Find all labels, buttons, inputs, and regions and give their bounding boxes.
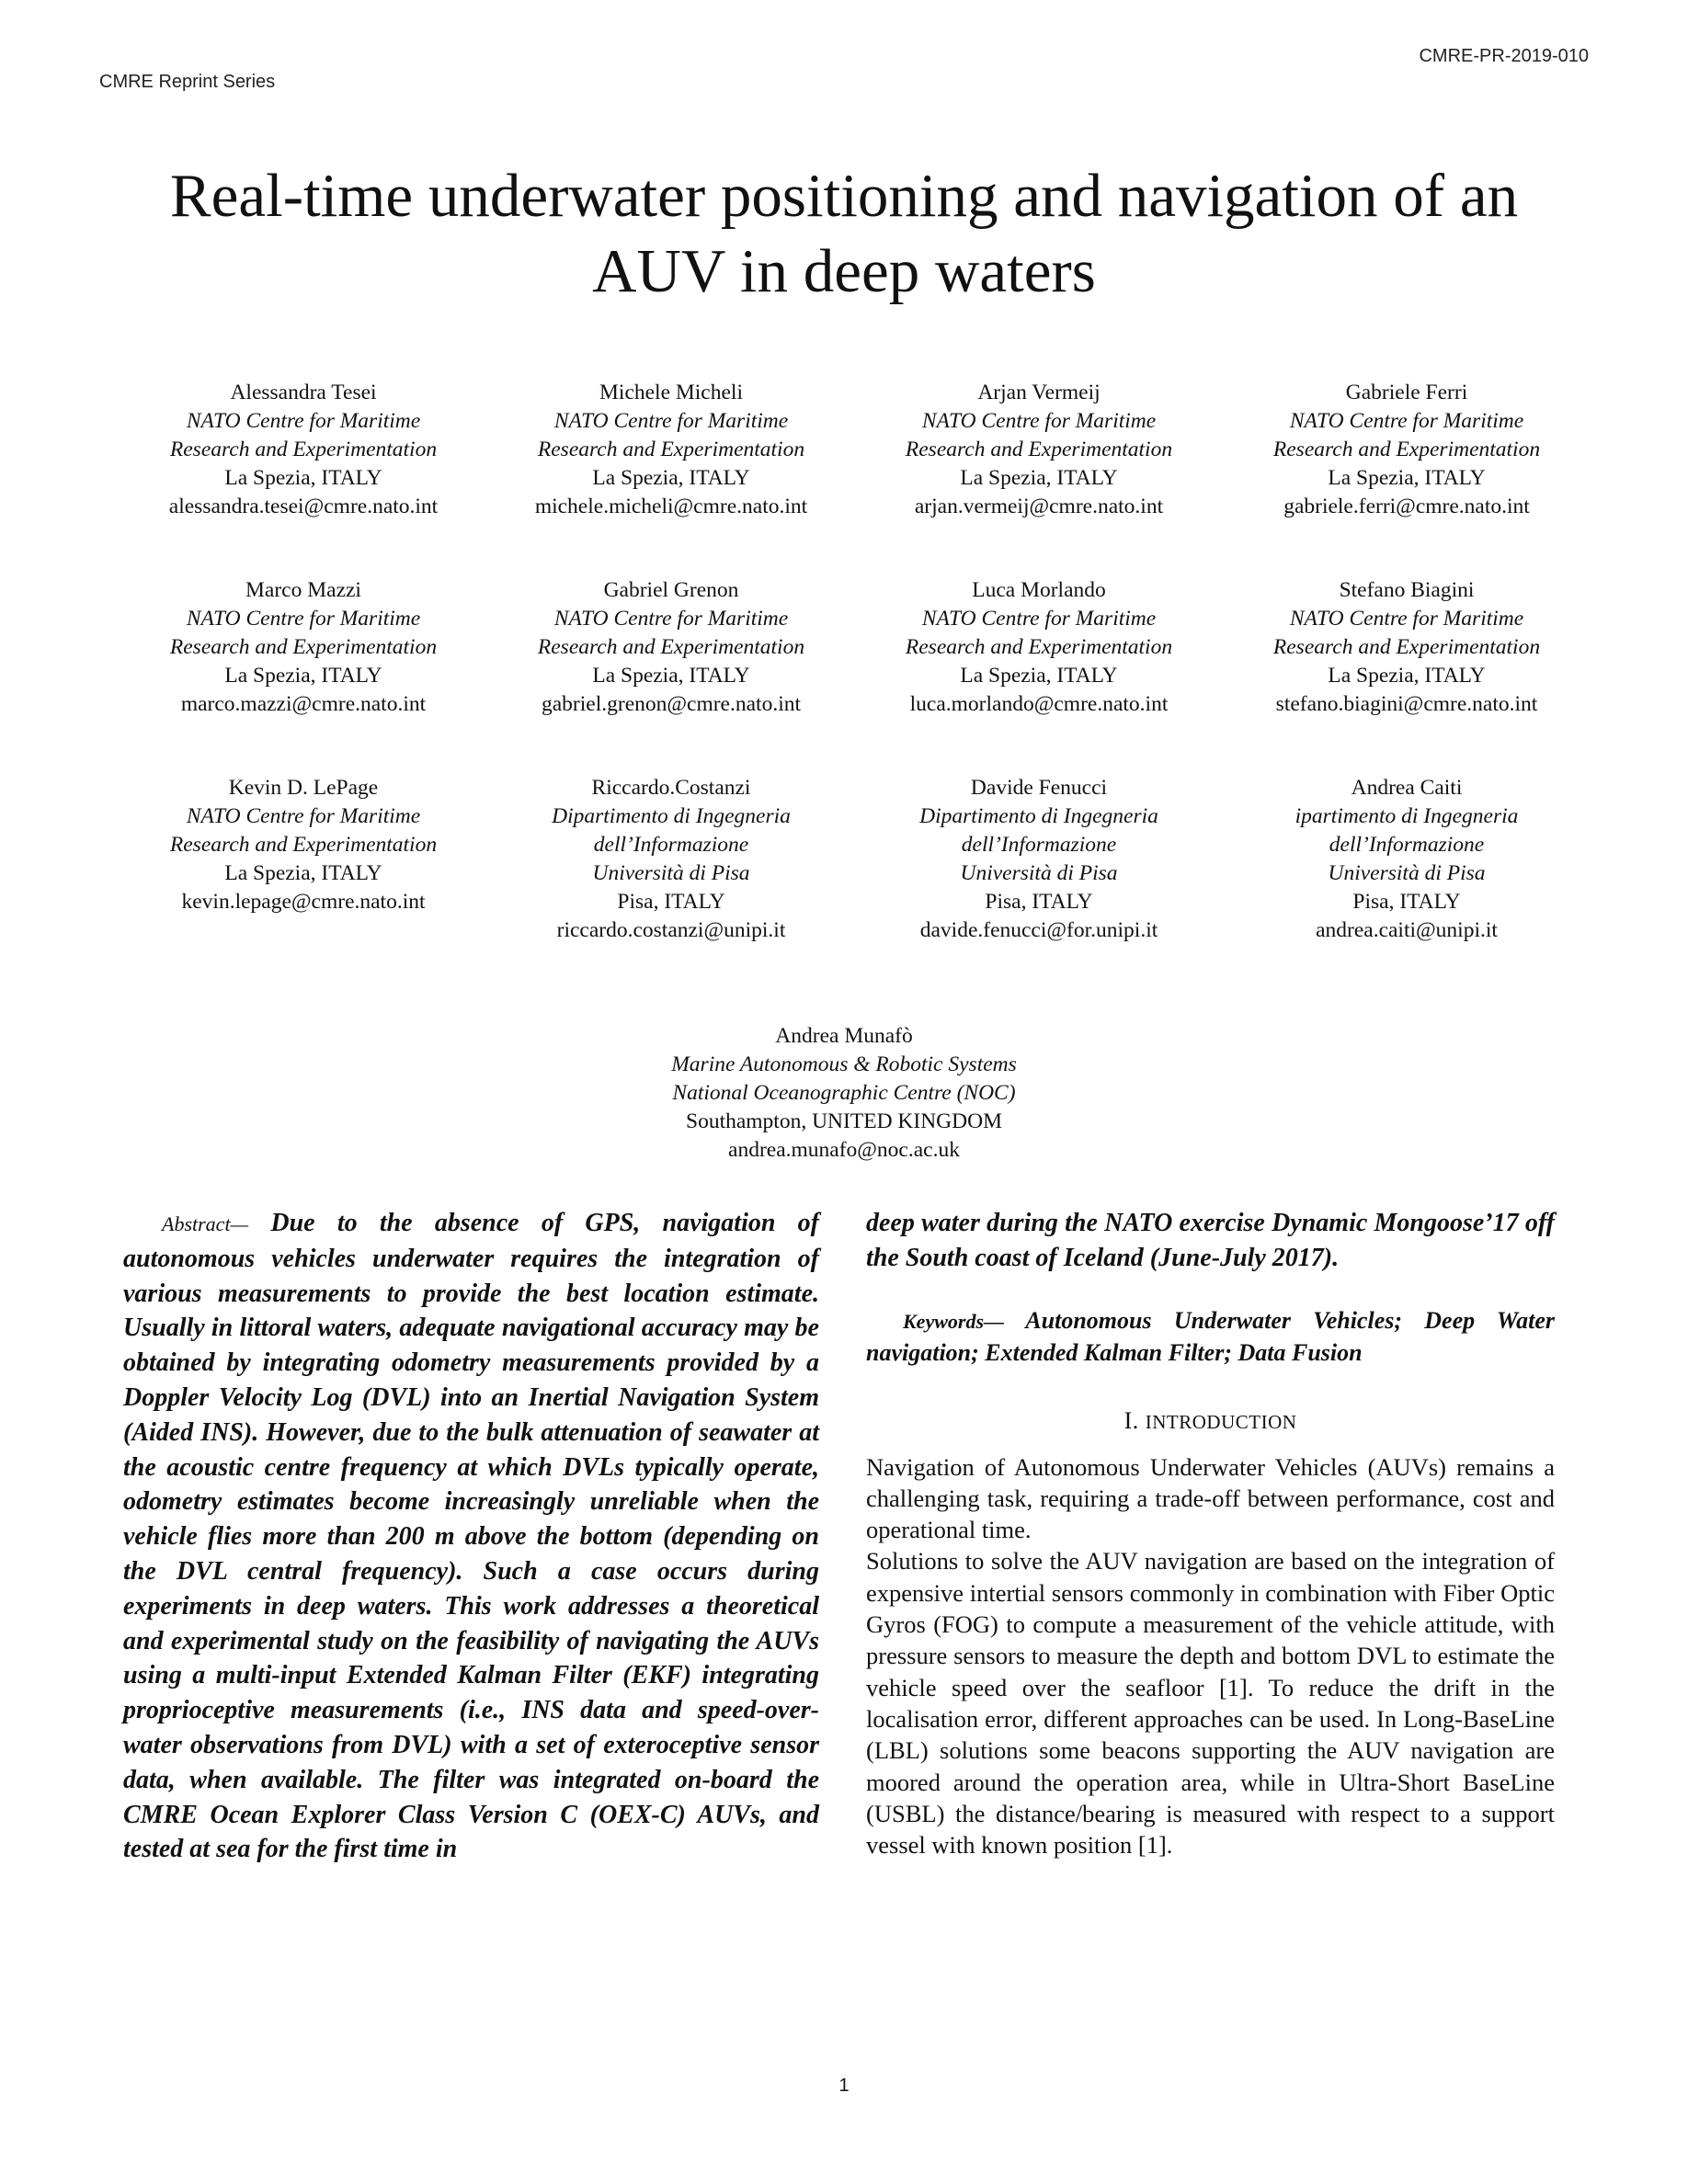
author-affiliation: ipartimento di Ingegneria (1295, 804, 1519, 828)
author-row (120, 576, 1591, 719)
author-email: stefano.biagini@cmre.nato.int (1275, 692, 1538, 716)
author-email: gabriele.ferri@cmre.nato.int (1283, 495, 1530, 518)
author-email: arjan.vermeij@cmre.nato.int (914, 495, 1164, 518)
author-affiliation: Università di Pisa (960, 861, 1118, 885)
author-name: Andrea Munafò (775, 1024, 913, 1048)
author-name: Davide Fenucci (970, 776, 1108, 800)
keywords (866, 1305, 1555, 1369)
author-affiliation: dell’Informazione (961, 833, 1117, 857)
author-grid (120, 379, 1591, 1000)
abstract-text-part-1: Due to the absence of GPS, navigation of autonomous vehicles underwater requires the integration of various measurements to provide the best location estimate. Usually in littoral waters, adequate navigational accuracy may be obtained by integrating odometry measurements provided by a Doppler Velocity Log (DVL) into an Inertial Navigation System (Aided INS). However, due to the bulk attenuation of seawater at the acoustic centre frequency at which DVLs typically operate, odometry estimates become increasingly unreliable when the vehicle flies more than 200 m above the bottom (depending on the DVL central frequency). Such a case occurs during experiments in deep waters. This work addresses a theoretical and experimental study on the feasibility of navigating the AUVs using a multi-input Extended Kalman Filter (EKF) integrating proprioceptive measurements (i.e., INS data and speed-over-water observations from DVL) with a set of exteroceptive sensor data, when available. The filter was integrated on-board the CMRE Ocean Explorer Class Version C (OEX-C) AUVs, and tested at sea for the first time in (123, 1209, 819, 1864)
author-affiliation: Research and Experimentation (537, 438, 805, 461)
author-name: Gabriele Ferri (1345, 381, 1468, 404)
abstract-continued (866, 1206, 1555, 1276)
section-number: I. (1123, 1406, 1139, 1434)
author-affiliation: NATO Centre for Maritime (921, 607, 1157, 631)
author-row (120, 774, 1591, 945)
author-location: La Spezia, ITALY (960, 466, 1118, 490)
author-affiliation: NATO Centre for Maritime (186, 804, 421, 828)
section-heading (866, 1407, 1555, 1435)
author-location: Pisa, ITALY (985, 890, 1093, 914)
author-email: michele.micheli@cmre.nato.int (534, 495, 808, 518)
keywords-text: Autonomous Underwater Vehicles; Deep Water navigation; Extended Kalman Filter; Data Fusion (866, 1306, 1555, 1366)
author-email: andrea.munafo@noc.ac.uk (728, 1138, 960, 1162)
paper-title: Real-time underwater positioning and navigation of an AUV in deep waters (169, 162, 1519, 305)
author-affiliation: NATO Centre for Maritime (186, 409, 421, 433)
author-affiliation: Università di Pisa (1328, 861, 1486, 885)
abstract-label: Abstract— (162, 1212, 249, 1235)
author-location: Southampton, UNITED KINGDOM (686, 1109, 1002, 1133)
author-affiliation: Research and Experimentation (537, 635, 805, 659)
author-location: Pisa, ITALY (617, 890, 725, 914)
abstract-text-part-2: deep water during the NATO exercise Dynamic Mongoose’17 off the South coast of Iceland (June-July 2017). (866, 1209, 1555, 1272)
author-affiliation: NATO Centre for Maritime (921, 409, 1157, 433)
paragraph: Solutions to solve the AUV navigation are based on the integration of expensive intertial sensors commonly in combination with Fiber Optic Gyros (FOG) to compute a measurement of the vehicle attitude, with pressure sensors to measure the depth and bottom DVL to estimate the vehicle speed over the seafloor [1]. To reduce the drift in the localisation error, different approaches can be used. In Long-BaseLine (LBL) solutions some beacons supporting the AUV navigation are moored around the operation area, while in Ultra-Short BaseLine (USBL) the distance/bearing is measured with respect to a support vessel with known position [1]. (866, 1547, 1555, 1860)
author-affiliation: National Oceanographic Centre (NOC) (672, 1081, 1016, 1105)
author-name: Kevin D. LePage (228, 776, 379, 800)
author-affiliation: NATO Centre for Maritime (1289, 409, 1524, 433)
author-affiliation: Research and Experimentation (905, 635, 1173, 659)
author-block (487, 379, 855, 521)
author-name: Andrea Caiti (1351, 776, 1463, 800)
author-block (1223, 774, 1591, 945)
right-column (866, 1206, 1555, 1860)
author-affiliation: Research and Experimentation (1272, 438, 1541, 461)
author-location: La Spezia, ITALY (224, 466, 382, 490)
author-affiliation: Dipartimento di Ingegneria (552, 804, 791, 828)
author-name: Luca Morlando (972, 578, 1106, 602)
author-affiliation: dell’Informazione (1329, 833, 1485, 857)
author-block (1223, 379, 1591, 521)
abstract (123, 1206, 819, 1867)
author-name: Riccardo.Costanzi (591, 776, 751, 800)
author-block (120, 379, 487, 521)
author-block (487, 576, 855, 719)
author-block (120, 774, 487, 945)
page-number: 1 (838, 2076, 850, 2096)
author-affiliation: Dipartimento di Ingegneria (919, 804, 1158, 828)
author-name: Arjan Vermeij (977, 381, 1101, 404)
author-row (120, 379, 1591, 521)
author-block (855, 379, 1223, 521)
author-affiliation: Research and Experimentation (169, 438, 438, 461)
author-location: La Spezia, ITALY (1328, 664, 1486, 688)
author-email: marco.mazzi@cmre.nato.int (180, 692, 427, 716)
author-email: riccardo.costanzi@unipi.it (556, 918, 786, 942)
keywords-label: Keywords— (903, 1309, 1004, 1333)
author-affiliation: NATO Centre for Maritime (553, 607, 789, 631)
author-location: Pisa, ITALY (1352, 890, 1461, 914)
author-block (855, 576, 1223, 719)
author-email: gabriel.grenon@cmre.nato.int (542, 692, 801, 716)
author-email: davide.fenucci@for.unipi.it (919, 918, 1158, 942)
author-block-last (568, 1022, 1120, 1165)
author-affiliation: dell’Informazione (593, 833, 749, 857)
author-name: Michele Micheli (599, 381, 743, 404)
author-name: Gabriel Grenon (603, 578, 739, 602)
author-affiliation: Università di Pisa (592, 861, 750, 885)
author-email: andrea.caiti@unipi.it (1316, 918, 1498, 942)
author-affiliation: Research and Experimentation (169, 833, 438, 857)
author-location: La Spezia, ITALY (960, 664, 1118, 688)
abstract-column-left (123, 1206, 819, 1867)
author-block (487, 774, 855, 945)
author-location: La Spezia, ITALY (592, 664, 750, 688)
author-affiliation: NATO Centre for Maritime (1289, 607, 1524, 631)
author-affiliation: Marine Autonomous & Robotic Systems (671, 1052, 1017, 1076)
author-name: Alessandra Tesei (230, 381, 377, 404)
author-email: alessandra.tesei@cmre.nato.int (168, 495, 439, 518)
author-block (1223, 576, 1591, 719)
author-affiliation: Research and Experimentation (169, 635, 438, 659)
report-id: CMRE-PR-2019-010 (1419, 46, 1589, 66)
author-location: La Spezia, ITALY (224, 664, 382, 688)
author-location: La Spezia, ITALY (224, 861, 382, 885)
author-location: La Spezia, ITALY (1328, 466, 1486, 490)
author-location: La Spezia, ITALY (592, 466, 750, 490)
author-affiliation: NATO Centre for Maritime (186, 607, 421, 631)
author-affiliation: Research and Experimentation (1272, 635, 1541, 659)
author-name: Marco Mazzi (245, 578, 361, 602)
author-email: kevin.lepage@cmre.nato.int (181, 890, 426, 914)
author-block (120, 576, 487, 719)
author-affiliation: Research and Experimentation (905, 438, 1173, 461)
author-email: luca.morlando@cmre.nato.int (909, 692, 1169, 716)
author-name: Stefano Biagini (1339, 578, 1475, 602)
author-affiliation: NATO Centre for Maritime (553, 409, 789, 433)
paragraph: Navigation of Autonomous Underwater Vehicles (AUVs) remains a challenging task, requiring a trade-off between performance, cost and operational time. (866, 1452, 1555, 1544)
section-title: INTRODUCTION (1145, 1410, 1297, 1433)
author-block (855, 774, 1223, 945)
reprint-series-label: CMRE Reprint Series (99, 72, 276, 92)
